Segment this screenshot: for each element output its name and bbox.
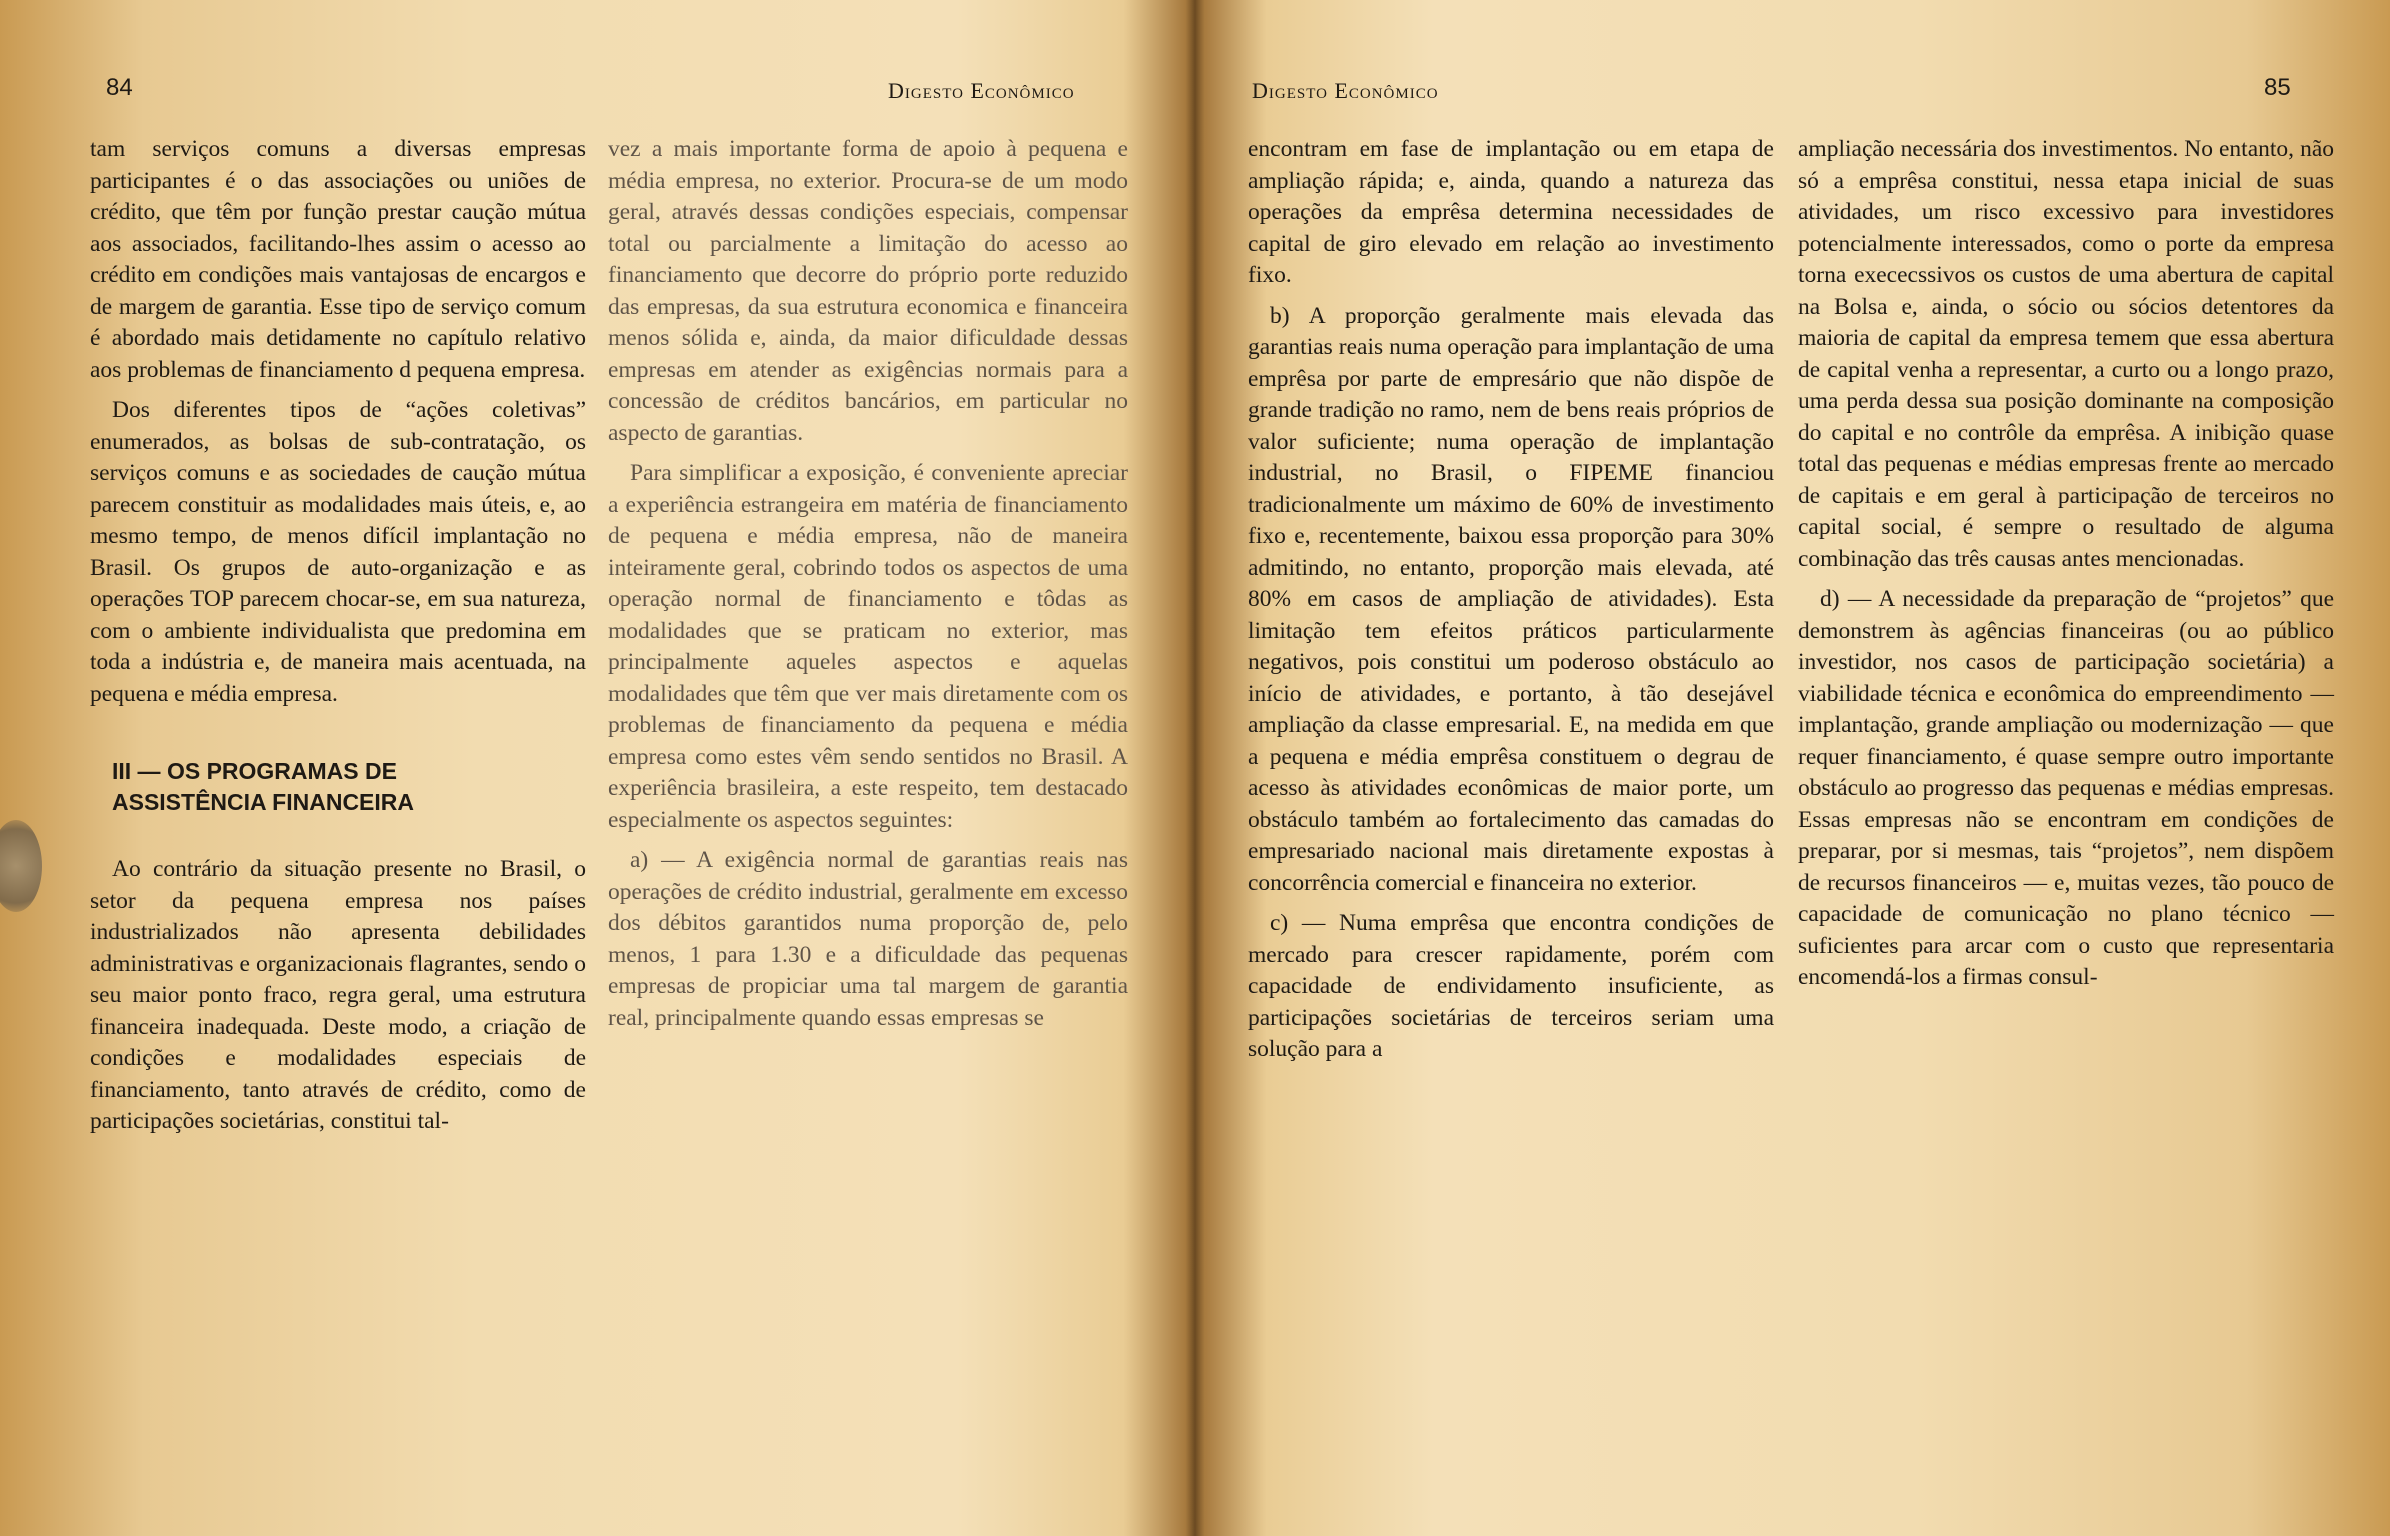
paragraph: Ao contrário da situação presente no Brasil, o setor da pequena empresa nos países industrializados não apresenta debilidades administrativas e organizacionais flagrantes, sendo o seu maior ponto fraco, regra geral, uma estrutura financeira inadequada. Deste modo, a criação de condições e modalidades especiais de financiamento, tanto através de crédito, como de participações societárias, constitui tal- — [90, 856, 586, 1134]
paragraph: a) — A exigência normal de garantias reais nas operações de crédito industrial, geralmente em excesso dos débitos garantidos numa proporção de, pelo menos, 1 para 1.30 e a dificuldade das pequenas empresas de propiciar uma tal margem de garantia real, principalmente quando essas empresas se — [608, 847, 1128, 1031]
paragraph: tam serviços comuns a diversas empresas participantes é o das associações ou uniões de crédito, que têm por função prestar caução mútua aos associados, facilitando-lhes assim o acesso ao crédito em condições mais vantajosas de encargos e de margem de garantia. Esse tipo de serviço comum é abordado mais detidamente no capítulo relativo aos problemas de financiamento d pequena empresa. — [90, 136, 586, 383]
column-1 — [90, 134, 586, 1147]
running-head: Digesto Econômico — [888, 78, 1075, 103]
paragraph: b) A proporção geralmente mais elevada das garantias reais numa operação para implantação de uma emprêsa por parte de empresário que não dispõe de grande tradição no ramo, nem de bens reais próprios de valor suficiente; numa operação de implantação industrial, no Brasil, o FIPEME financiou tradicionalmente um máximo de 60% de investimento fixo e, recentemente, baixou essa proporção para 30% admitindo, no entanto, proporção mais elevada, até 80% em casos de ampliação de atividades). Esta limitação tem efeitos práticos particularmente negativos, pois constitui um poderoso obstáculo ao início de atividades, e portanto, à tão desejável ampliação da classe empresarial. E, na medida em que a pequena e média emprêsa constituem o degrau de acesso às atividades econômicas de maior porte, um obstáculo também ao fortalecimento das camadas do empresariado nacional mais diretamente expostas à concorrência comercial e financeira no exterior. — [1248, 302, 1774, 896]
column-1 — [1248, 134, 1774, 1075]
paragraph: vez a mais importante forma de apoio à pequena e média empresa, no exterior. Procura-se de um modo geral, através dessas condições especiais, compensar total ou parcialmente a limitação do acesso ao financiamento que decorre do próprio porte reduzido das empresas, da sua estrutura economica e financeira menos sólida e, ainda, da maior dificuldade dessas empresas em atender as exigências normais para a concessão de créditos bancários, em particular no aspecto de garantias. — [608, 136, 1128, 446]
paragraph: ampliação necessária dos investimentos. No entanto, não só a emprêsa constitui, nessa etapa inicial de suas atividades, um risco excessivo para investidores potencialmente interessados, como o porte da empresa torna exececssivos os custos de uma abertura de capital na Bolsa e, ainda, o sócio ou sócios detentores da maioria de capital da empresa temem que essa abertura de capital venha a representar, a curto ou a longo prazo, uma perda dessa sua posição dominante na composição do capital e no contrôle da emprêsa. A inibição quase total das pequenas e médias empresas frente ao mercado de capitais e em geral à participação de terceiros no capital social, é sempre o resultado de alguma combinação das três causas antes mencionadas. — [1798, 136, 2334, 572]
column-2 — [1798, 134, 2334, 1003]
right-page — [1200, 0, 2390, 1536]
column-2 — [608, 134, 1128, 1043]
page-number: 85 — [2264, 74, 2291, 101]
heading-line: III — OS PROGRAMAS DE — [112, 758, 397, 784]
paragraph: c) — Numa emprêsa que encontra condições de mercado para crescer rapidamente, porém com capacidade de endividamento insuficiente, as participações societárias de terceiros seriam uma solução para a — [1248, 910, 1774, 1062]
running-head: Digesto Econômico — [1252, 78, 1439, 103]
page-number: 84 — [106, 74, 133, 101]
paragraph: d) — A necessidade da preparação de “projetos” que demonstrem às agências financeiras (ou ao público investidor, nos casos de participação societária) a viabilidade técnica e econômica do empreendimento — implantação, grande ampliação ou modernização — que requer financiamento, é quase sempre outro importante obstáculo ao progresso das pequenas e médias empresas. Essas empresas não se encontram em condições de preparar, por si mesmas, tais “projetos”, nem dispõem de recursos financeiros — e, muitas vezes, tão pouco de capacidade de comunicação no plano técnico — suficientes para arcar com o custo que representaria encomendá-los a firmas consul- — [1798, 586, 2334, 990]
left-page — [0, 0, 1190, 1536]
page-stain — [0, 820, 42, 912]
paragraph: Dos diferentes tipos de “ações coletivas” enumerados, as bolsas de sub-contratação, os serviços comuns e as sociedades de caução mútua parecem constituir as modalidades mais úteis, e, ao mesmo tempo, de menos difícil implantação no Brasil. Os grupos de auto-organização e as operações TOP parecem chocar-se, em sua natureza, com o ambiente individualista que predomina em toda a indústria e, de maneira mais acentuada, na pequena e média empresa. — [90, 397, 586, 707]
paragraph: Para simplificar a exposição, é conveniente apreciar a experiência estrangeira em matéria de financiamento de pequena e média empresa, não de maneira inteiramente geral, cobrindo todos os aspectos de uma operação normal de financiamento e tôdas as modalidades que se praticam no exterior, mas principalmente aqueles aspectos e aquelas modalidades que têm que ver mais diretamente com os problemas de financiamento da pequena e média empresa como estes vêm sendo sentidos no Brasil. A experiência brasileira, a este respeito, tem destacado especialmente os aspectos seguintes: — [608, 460, 1128, 833]
heading-line: ASSISTÊNCIA FINANCEIRA — [112, 789, 414, 815]
paragraph: encontram em fase de implantação ou em etapa de ampliação rápida; e, ainda, quando a natureza das operações da emprêsa determina necessidades de capital de giro elevado em relação ao investimento fixo. — [1248, 136, 1774, 288]
section-heading — [90, 756, 586, 818]
